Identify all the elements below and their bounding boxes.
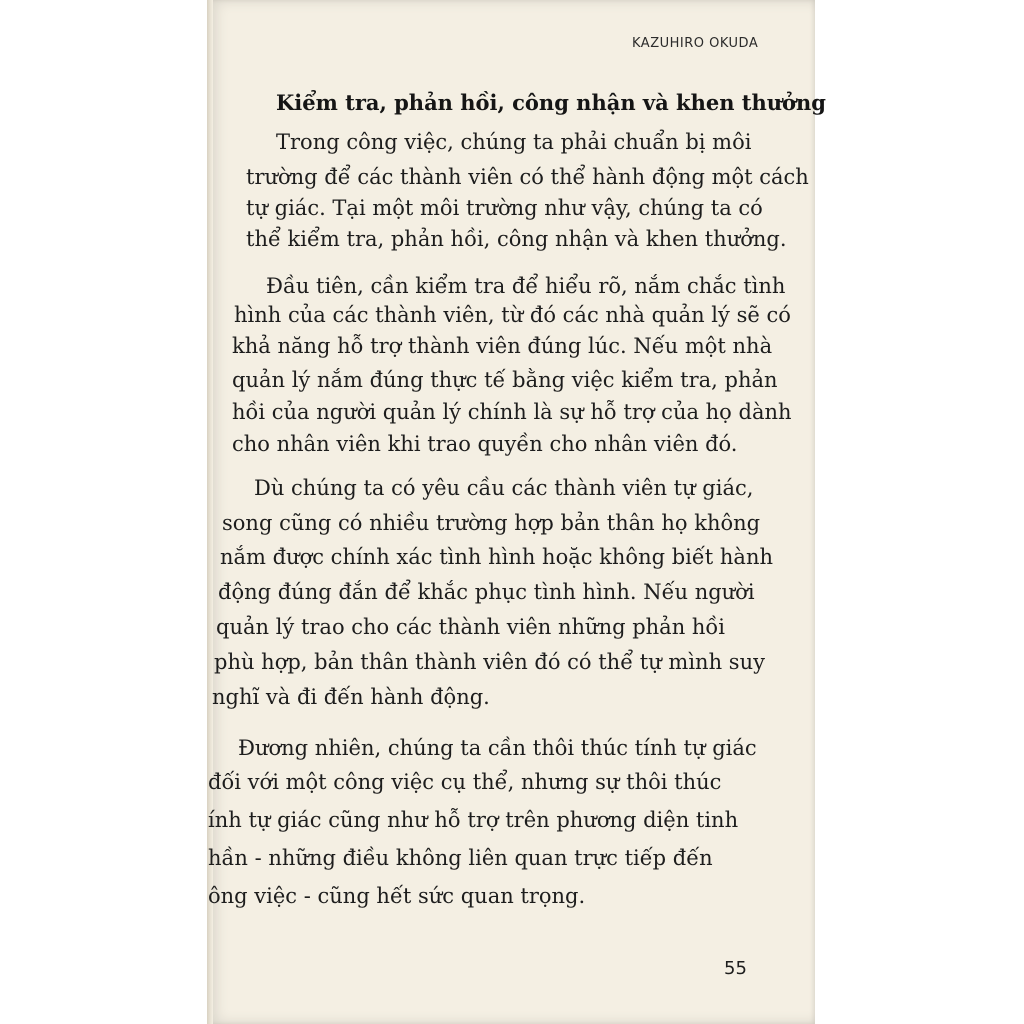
body-line: hồi của người quản lý chính là sự hỗ trợ của họ dành [232, 400, 792, 424]
body-line: động đúng đắn để khắc phục tình hình. Nếu người [218, 580, 755, 604]
page-number: 55 [724, 958, 747, 979]
body-line: quản lý trao cho các thành viên những phản hồi [216, 615, 725, 639]
body-line: nắm được chính xác tình hình hoặc không biết hành [220, 545, 774, 569]
body-line: quản lý nắm đúng thực tế bằng việc kiểm tra, phản [232, 368, 778, 392]
body-line: cho nhân viên khi trao quyền cho nhân viên đó. [232, 432, 738, 456]
body-line: tự giác. Tại một môi trường như vậy, chúng ta có [246, 196, 763, 220]
body-line: thể kiểm tra, phản hồi, công nhận và khen thưởng. [246, 227, 787, 251]
running-header-author: KAZUHIRO OKUDA [632, 36, 759, 51]
body-line: phù hợp, bản thân thành viên đó có thể tự mình suy [214, 650, 765, 674]
section-heading: Kiểm tra, phản hồi, công nhận và khen thưởng [276, 90, 826, 115]
body-line: song cũng có nhiều trường hợp bản thân họ không [222, 511, 761, 535]
page-gutter-shadow [207, 0, 213, 1024]
body-line: đối với một công việc cụ thể, nhưng sự thôi thúc [208, 770, 722, 794]
body-line: Trong công việc, chúng ta phải chuẩn bị môi [276, 130, 752, 154]
body-line: ính tự giác cũng như hỗ trợ trên phương diện tinh [208, 808, 739, 832]
body-line: Đầu tiên, cần kiểm tra để hiểu rõ, nắm chắc tình [266, 274, 786, 298]
body-line: Dù chúng ta có yêu cầu các thành viên tự giác, [254, 476, 754, 500]
body-line: hần - những điều không liên quan trực tiếp đến [208, 846, 713, 870]
body-line: ông việc - cũng hết sức quan trọng. [208, 884, 586, 908]
body-line: Đương nhiên, chúng ta cần thôi thúc tính tự giác [238, 736, 757, 760]
body-line: trường để các thành viên có thể hành động một cách [246, 165, 809, 189]
body-line: hình của các thành viên, từ đó các nhà quản lý sẽ có [234, 303, 791, 327]
body-line: khả năng hỗ trợ thành viên đúng lúc. Nếu một nhà [232, 334, 773, 358]
body-line: nghĩ và đi đến hành động. [212, 685, 490, 709]
